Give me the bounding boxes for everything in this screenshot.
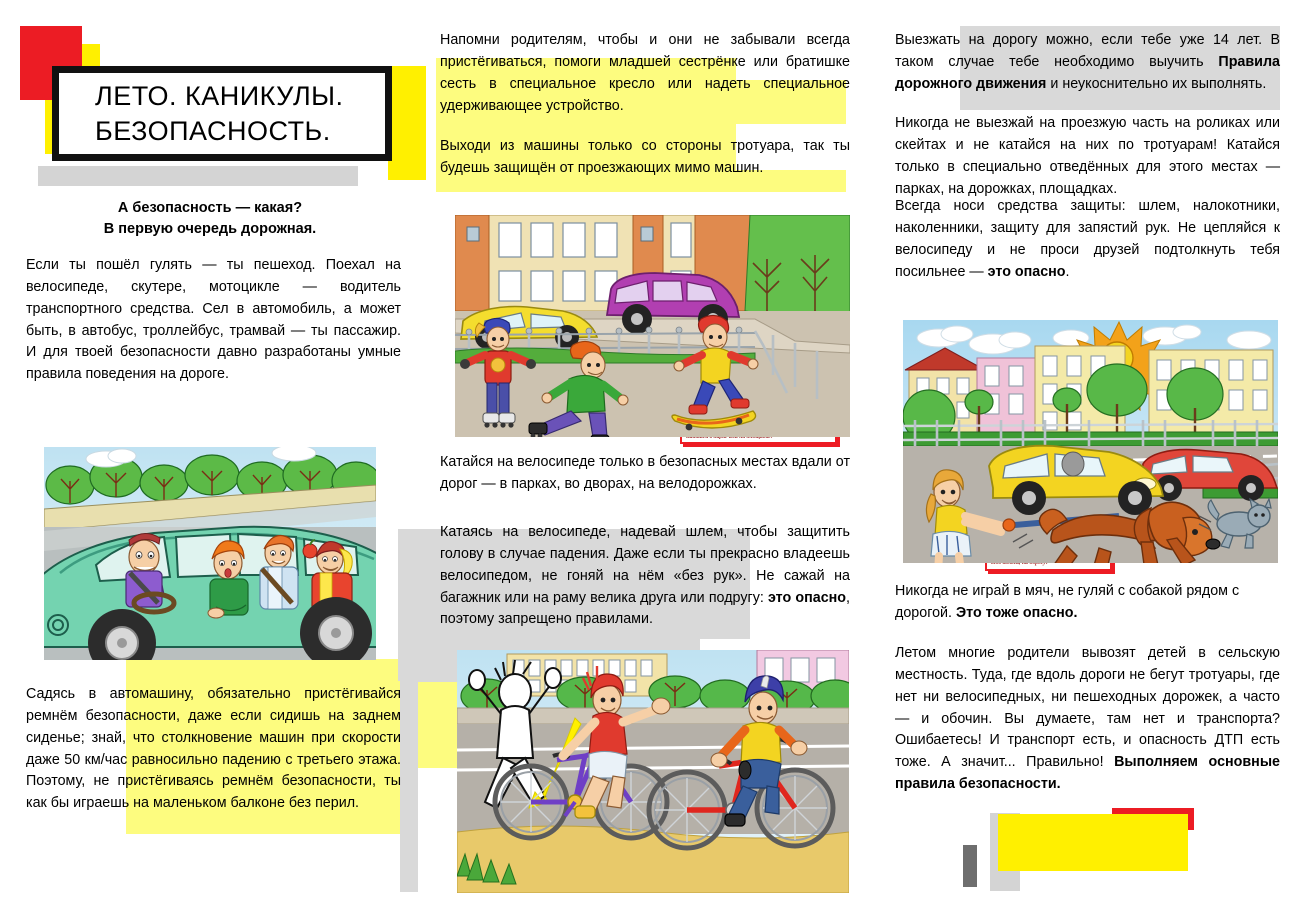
footer-yellow-block [998,814,1188,871]
column3-p1-text-a: Выезжать на дорогу можно, если тебе уже 14 лет. В таком случае тебе необходимо выучить [895,32,1280,70]
column2-deco-gray-strip [400,682,418,892]
page-subtitle [30,198,390,240]
page-title-line2: БЕЗОПАСНОСТЬ. [95,115,331,146]
column3-paragraph-2: Никогда не выезжай на проезжую часть на роликах или скейтах и не катайся на них по тротуарам! Катайся только в специально отведённых для этого местах — парках, на дорожках, площадках. [895,115,1280,197]
column2-paragraph-3: Катайся на велосипеде только в безопасных местах вдали от дорог — в парках, во дворах, на велодорожках. [440,454,850,492]
family-in-car-svg [44,447,376,660]
column3-p1-bold: Правила дорожного движения [895,53,1280,92]
column3-p5-bold: Выполняем основные правила безопасности. [895,754,1280,793]
column1-paragraph-1: Если ты пошёл гулять — ты пешеход. Поехал на велосипеде, скутере, мотоцикле — водитель транспортного средства. Сел в автомобиль, а может быть, в автобус, троллейбус, трамвай — ты пассажир. И для твоей безопасности давно разработаны умные правила поведения на дороге. [26,257,401,383]
dog-road-svg [903,320,1278,563]
rollerblades-skateboard-illustration [455,215,850,437]
column2-p4-text-b: , поэтому запрещено правилами. [440,589,850,628]
family-in-car-illustration [44,447,376,660]
two-cyclists-illustration [457,650,849,893]
column3-paragraph-3 [895,196,1280,283]
column3-p3-text-a: Всегда носи средства защиты: шлем, налокотники, наколенники, защиту для запястий рук. Не цепляйся к велосипеду и не проси друзей подтолкнуть тебя посильнее — [895,198,1280,280]
column3-p1-text-b: и неукоснительно их выполнять. [1046,75,1267,92]
column2-paragraph-4 [440,522,850,631]
cyclists-svg [457,650,849,893]
rollerblades-svg [455,215,850,437]
page-title-line1: ЛЕТО. КАНИКУЛЫ. [95,80,344,111]
column3-paragraph-4 [895,581,1280,625]
header-gray-bar [38,166,358,186]
girl-with-dog-near-road-illustration [903,320,1278,563]
column1-paragraph-2: Садясь в автомашину, обязательно пристёгивайся ремнём безопасности, даже если сидишь на заднем сиденье; знай, что столкновение машин при скорости даже 50 км/час равносильно падению с третьего этажа. Поэтому, не пристёгиваясь ремнём безопасности, ты как бы играешь на маленьком балконе без перил. [26,686,401,812]
page-title [52,66,392,161]
header-yellow-square-right [388,66,426,180]
page-subtitle-line2: В первую очередь дорожная. [103,221,317,238]
column3-p3-text-b: . [1065,263,1070,280]
column3-paragraph-1 [895,30,1280,96]
page-subtitle-line1: А безопасность — какая? [117,200,303,216]
column2-paragraph-1: Напомни родителям, чтобы и они не забывали всегда пристёгиваться, помоги младшей сестрёнке или братишке сесть в специальное кресло или надеть специальное удерживающее устройство. [440,32,850,114]
column2-paragraph-2: Выходи из машины только со стороны тротуара, так ты будешь защищён от проезжающих мимо машин. [440,138,850,176]
footer-dark-gray-block [963,845,977,887]
column3-paragraph-5 [895,643,1280,796]
column2-p4-text-a: Катаясь на велосипеде, надевай шлем, чтобы защитить голову в случае падения. Даже если ты прекрасно владеешь велосипедом, не гоняй на нём «без рук». Не сажай на багажник или на раму велика друга или подругу: [440,524,850,606]
column2-p4-bold: это опасно [767,589,847,606]
column3-p4-text-a: Никогда не играй в мяч, не гуляй с собакой рядом с дорогой. [895,583,1240,621]
column3-p3-bold: это опасно [987,263,1066,280]
column3-p5-text-a: Летом многие родители вывозят детей в сельскую местность. Туда, где вдоль дороги не бегут тротуары, где нет ни велосипедных, ни пешеходных дорожек, а часто — и обочин. Вы думаете, там нет и транспорта? Ошибаетесь! И транспорт есть, и опасность ДТП есть тоже. А значит... Правильно! [895,645,1280,771]
column3-p4-bold: Это тоже опасно. [955,604,1078,621]
